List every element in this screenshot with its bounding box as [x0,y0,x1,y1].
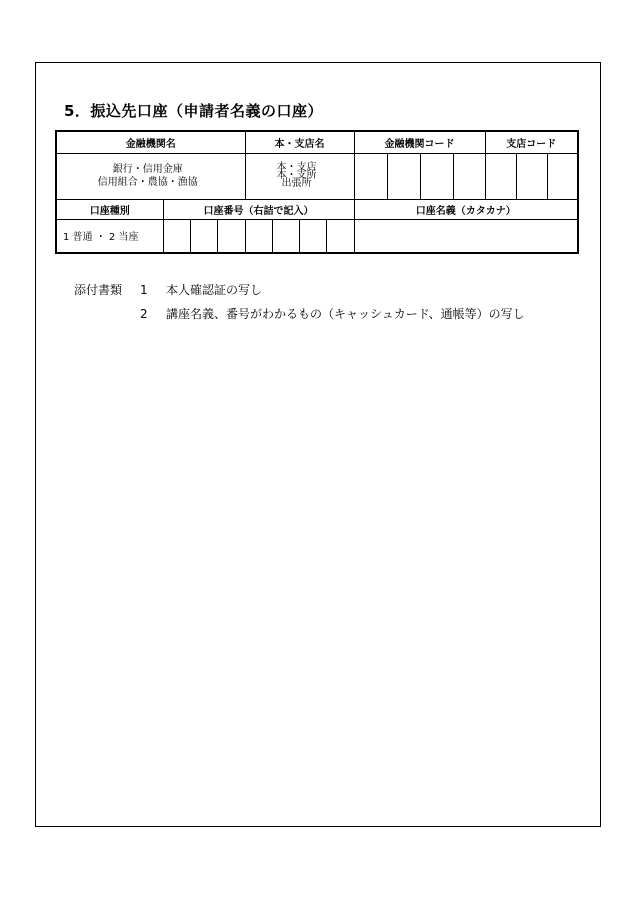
attachment-number: 2 [140,307,148,321]
bank-account-table [55,130,579,254]
attachment-text: 本人確認証の写し [166,283,263,297]
account-number-header: 口座番号（右詰で記入） [163,199,354,219]
account-type-header: 口座種別 [56,199,163,219]
section-title: 5．振込先口座（申請者名義の口座） [64,102,323,120]
account-holder-field[interactable] [354,219,578,253]
account-number-digit-6[interactable] [299,219,326,253]
branch-name-header: 本・支店名 [245,131,354,153]
bank-type-label-2: 信用組合・農協・漁協 [97,177,198,188]
branch-code-digit-2[interactable] [516,153,547,199]
attachment-item-2 [74,302,525,326]
account-entry-row [56,219,578,253]
bank-name-header: 金融機関名 [56,131,245,153]
account-number-digit-2[interactable] [190,219,217,253]
branch-code-header: 支店コード [485,131,578,153]
account-holder-header: 口座名義（カタカナ） [354,199,578,219]
branch-code-digit-3[interactable] [547,153,578,199]
branch-type-label-1: 本・支店 [276,162,317,173]
bank-code-digit-1[interactable] [354,153,387,199]
attachment-text: 講座名義、番号がわかるもの（キャッシュカード、通帳等）の写し [166,307,525,321]
branch-code-digit-1[interactable] [485,153,516,199]
bank-code-digit-4[interactable] [453,153,485,199]
attachments-label: 添付書類 [74,283,123,297]
account-number-digit-4[interactable] [245,219,272,253]
attachment-item-1 [74,278,525,302]
bank-entry-row [56,153,578,199]
account-header-row [56,199,578,219]
bank-code-header: 金融機関コード [354,131,485,153]
account-type-options[interactable]: 1 普通 ・ 2 当座 [56,219,163,253]
account-number-digit-7[interactable] [326,219,354,253]
attachment-number: 1 [140,283,148,297]
account-number-digit-5[interactable] [272,219,299,253]
account-number-digit-3[interactable] [217,219,245,253]
header-row [56,131,578,153]
bank-name-field[interactable] [56,153,245,199]
branch-name-field[interactable] [245,153,354,199]
bank-code-digit-2[interactable] [387,153,420,199]
account-number-digit-1[interactable] [163,219,190,253]
bank-code-digit-3[interactable] [420,153,453,199]
attachments [74,278,525,326]
bank-type-label-1: 銀行・信用金庫 [112,164,183,175]
branch-type-label-3: 出張所 [281,178,312,189]
branch-type-label-2: 本・支所 [276,170,317,181]
